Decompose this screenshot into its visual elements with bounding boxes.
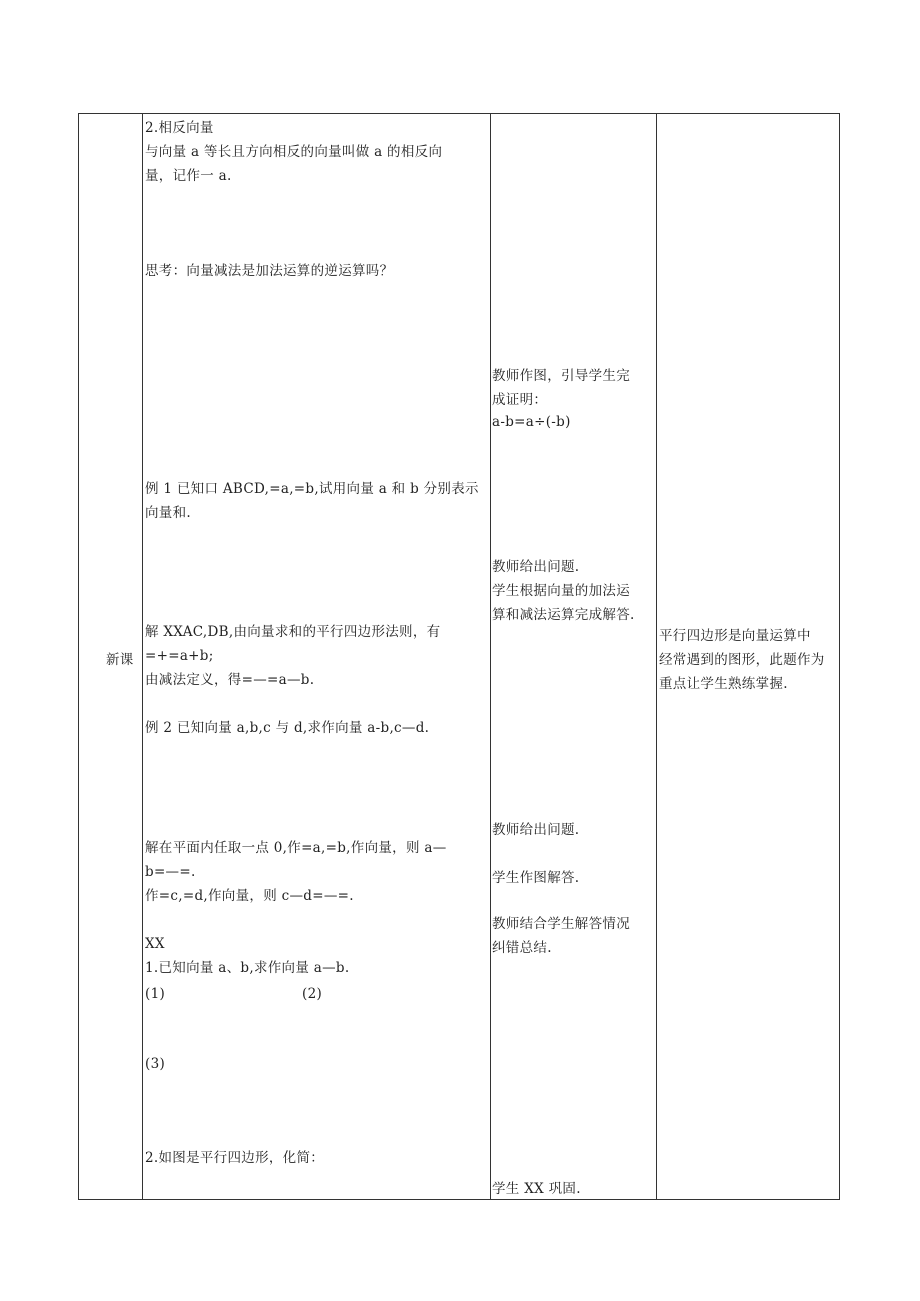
activity-1-line-1: 教师作图，引导学生完 — [492, 368, 630, 384]
activity-2-line-2: 学生根据向量的加法运 — [492, 583, 630, 599]
activity-1-line-3: a-b=a÷(-b) — [492, 414, 571, 430]
example-1-line-2: 向量和. — [145, 505, 191, 521]
activity-2-line-1: 教师给出问题. — [492, 559, 580, 575]
exercise-question-2: 2.如图是平行四边形，化简： — [145, 1150, 325, 1166]
table-border-bottom — [78, 1199, 840, 1200]
table-divider-2 — [490, 113, 491, 1200]
solution-2-line-3: 作=c,=d,作向量，则 c—d=—=. — [145, 888, 354, 904]
solution-1-line-3: 由减法定义，得=—=a—b. — [145, 672, 315, 688]
activity-4: 学生作图解答. — [492, 870, 580, 886]
question-1-part-3: (3) — [145, 1056, 166, 1072]
activity-6: 学生 XX 巩固. — [492, 1181, 581, 1197]
activity-3: 教师给出问题. — [492, 822, 580, 838]
solution-1-line-2: =+=a+b; — [145, 648, 214, 664]
section-label: 新课 — [106, 652, 134, 668]
activity-5-line-2: 纠错总结. — [492, 940, 552, 956]
think-question: 思考：向量减法是加法运算的逆运算吗？ — [145, 263, 394, 279]
exercise-question-1: 1.已知向量 a、b,求作向量 a—b. — [145, 960, 350, 976]
definition-line-2: 量，记作一 a. — [145, 168, 232, 184]
question-1-part-1: (1) — [145, 986, 166, 1002]
activity-2-line-3: 算和减法运算完成解答. — [492, 607, 635, 623]
table-divider-1 — [142, 113, 143, 1200]
intent-line-1: 平行四边形是向量运算中 — [659, 628, 811, 644]
table-divider-3 — [656, 113, 657, 1200]
exercise-heading: XX — [145, 936, 165, 952]
example-1-line-1: 例 1 已知口 ABCD,=a,=b,试用向量 a 和 b 分别表示 — [145, 481, 479, 497]
solution-2-line-2: b=—=. — [145, 864, 196, 880]
activity-5-line-1: 教师结合学生解答情况 — [492, 916, 630, 932]
question-1-part-2: (2) — [302, 986, 323, 1002]
topic-heading: 2.相反向量 — [145, 120, 214, 136]
definition-line-1: 与向量 a 等长且方向相反的向量叫做 a 的相反向 — [145, 144, 443, 160]
intent-line-3: 重点让学生熟练掌握. — [659, 676, 788, 692]
table-border-left — [78, 113, 79, 1200]
solution-2-line-1: 解在平面内任取一点 0,作=a,=b,作向量，则 a— — [145, 840, 447, 856]
table-border-right — [839, 113, 840, 1200]
intent-line-2: 经常遇到的图形，此题作为 — [659, 652, 825, 668]
example-2: 例 2 已知向量 a,b,c 与 d,求作向量 a-b,c—d. — [145, 720, 430, 736]
activity-1-line-2: 成证明： — [492, 392, 548, 408]
table-border-top — [78, 113, 840, 114]
solution-1-line-1: 解 XXAC,DB,由向量求和的平行四边形法则，有 — [145, 624, 441, 640]
